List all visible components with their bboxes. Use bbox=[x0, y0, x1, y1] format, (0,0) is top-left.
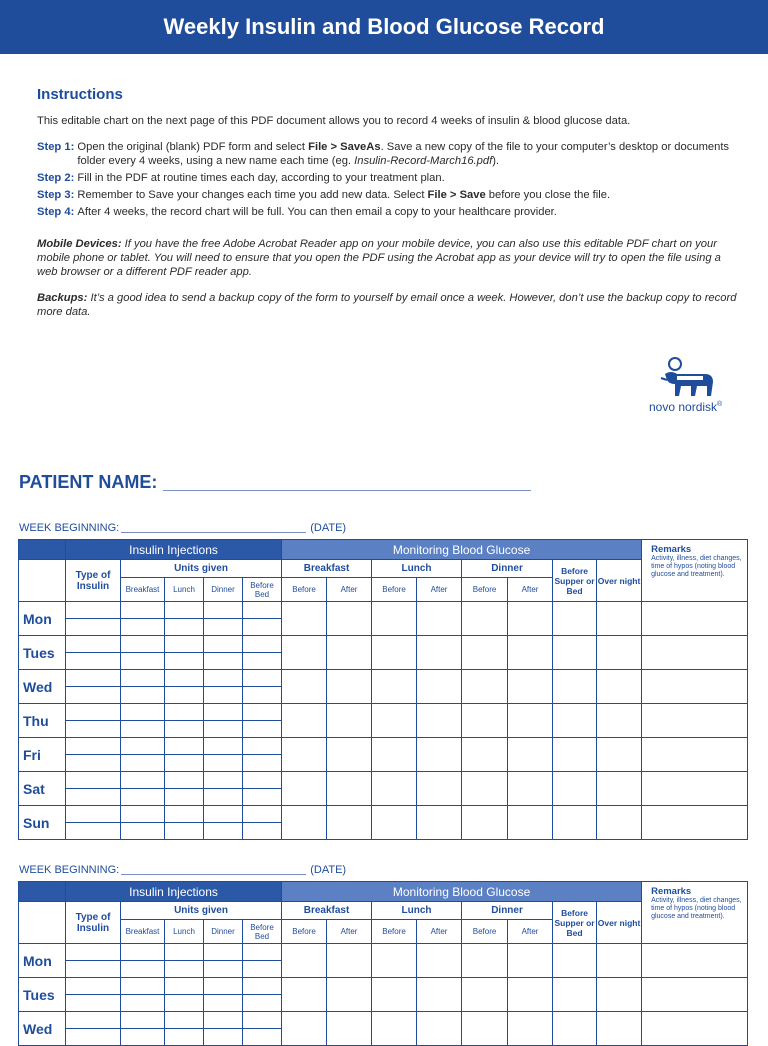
step-text: Fill in the PDF at routine times each day, according to your treatment plan. bbox=[77, 172, 445, 184]
glucose-entry-cell[interactable] bbox=[282, 704, 327, 738]
glucose-entry-cell[interactable] bbox=[282, 806, 327, 840]
glucose-entry-cell[interactable] bbox=[462, 944, 508, 978]
insulin-entry-cell[interactable] bbox=[66, 789, 121, 806]
glucose-entry-cell[interactable] bbox=[327, 806, 372, 840]
remarks-header: Remarks Activity, illness, diet changes, time of hypos (noting blood glucose and treatment). bbox=[642, 882, 748, 944]
insulin-entry-cell[interactable] bbox=[165, 823, 204, 840]
day-row bbox=[19, 978, 748, 995]
insulin-entry-cell[interactable] bbox=[66, 995, 121, 1012]
insulin-entry-cell[interactable] bbox=[243, 721, 282, 738]
glucose-entry-cell[interactable] bbox=[597, 978, 642, 1012]
glucose-entry-cell[interactable] bbox=[553, 772, 597, 806]
remarks-entry-cell[interactable] bbox=[642, 978, 748, 1012]
insulin-entry-cell[interactable] bbox=[121, 619, 165, 636]
insulin-entry-cell[interactable] bbox=[121, 789, 165, 806]
insulin-entry-cell[interactable] bbox=[243, 1029, 282, 1046]
insulin-entry-cell[interactable] bbox=[66, 1029, 121, 1046]
glucose-entry-cell[interactable] bbox=[553, 978, 597, 1012]
insulin-entry-cell[interactable] bbox=[121, 738, 165, 755]
dinner-header: Dinner bbox=[462, 902, 553, 920]
step-label: Step 2: bbox=[37, 172, 75, 184]
glucose-entry-cell[interactable] bbox=[508, 772, 553, 806]
insulin-entry-cell[interactable] bbox=[165, 1029, 204, 1046]
day-label: Wed bbox=[19, 1012, 66, 1046]
week-1-rows bbox=[19, 602, 748, 840]
glucose-entry-cell[interactable] bbox=[327, 944, 372, 978]
glucose-entry-cell[interactable] bbox=[327, 1012, 372, 1046]
glucose-entry-cell[interactable] bbox=[462, 670, 508, 704]
glucose-entry-cell[interactable] bbox=[597, 772, 642, 806]
insulin-entry-cell[interactable] bbox=[66, 978, 121, 995]
monitoring-header: Monitoring Blood Glucose bbox=[282, 882, 642, 902]
glucose-entry-cell[interactable] bbox=[372, 738, 417, 772]
day-row bbox=[19, 670, 748, 687]
insulin-entry-cell[interactable] bbox=[204, 738, 243, 755]
units-given-header: Units given bbox=[121, 902, 282, 920]
remarks-entry-cell[interactable] bbox=[642, 738, 748, 772]
insulin-entry-cell[interactable] bbox=[66, 704, 121, 721]
insulin-entry-cell[interactable] bbox=[165, 806, 204, 823]
insulin-entry-cell[interactable] bbox=[165, 789, 204, 806]
insulin-entry-cell[interactable] bbox=[243, 1012, 282, 1029]
day-label: Fri bbox=[19, 738, 66, 772]
remarks-entry-cell[interactable] bbox=[642, 944, 748, 978]
insulin-entry-cell[interactable] bbox=[204, 653, 243, 670]
glucose-entry-cell[interactable] bbox=[597, 602, 642, 636]
glucose-entry-cell[interactable] bbox=[327, 978, 372, 1012]
remarks-entry-cell[interactable] bbox=[642, 806, 748, 840]
insulin-entry-cell[interactable] bbox=[165, 738, 204, 755]
insulin-entry-cell[interactable] bbox=[121, 755, 165, 772]
glucose-entry-cell[interactable] bbox=[553, 602, 597, 636]
mobile-devices-note: Mobile Devices: If you have the free Adobe Acrobat Reader app on your mobile device, you can also use this editable PDF chart on your mobile phone or tablet. You will need to ensure that you open the PDF using the Acrobat app as your device will try to open the file using a web browser or a different PDF reader app. bbox=[37, 238, 721, 278]
glucose-entry-cell[interactable] bbox=[597, 738, 642, 772]
day-label: Mon bbox=[19, 944, 66, 978]
insulin-entry-cell[interactable] bbox=[121, 670, 165, 687]
glucose-entry-cell[interactable] bbox=[327, 704, 372, 738]
insulin-entry-cell[interactable] bbox=[121, 1012, 165, 1029]
glucose-entry-cell[interactable] bbox=[553, 1012, 597, 1046]
insulin-entry-cell[interactable] bbox=[204, 944, 243, 961]
patient-name-field[interactable] bbox=[163, 490, 531, 491]
insulin-entry-cell[interactable] bbox=[243, 687, 282, 704]
insulin-entry-cell[interactable] bbox=[66, 687, 121, 704]
insulin-entry-cell[interactable] bbox=[165, 961, 204, 978]
glucose-entry-cell[interactable] bbox=[553, 636, 597, 670]
glucose-entry-cell[interactable] bbox=[372, 704, 417, 738]
glucose-entry-cell[interactable] bbox=[372, 636, 417, 670]
week-date-field[interactable] bbox=[121, 874, 306, 875]
backups-note: Backups: It’s a good idea to send a backup copy of the form to yourself by email once a week. However, don’t use the backup copy to record more data. bbox=[37, 292, 737, 318]
glucose-entry-cell[interactable] bbox=[462, 602, 508, 636]
remarks-entry-cell[interactable] bbox=[642, 772, 748, 806]
remarks-entry-cell[interactable] bbox=[642, 704, 748, 738]
insulin-entry-cell[interactable] bbox=[243, 619, 282, 636]
insulin-entry-cell[interactable] bbox=[243, 995, 282, 1012]
insulin-entry-cell[interactable] bbox=[121, 806, 165, 823]
insulin-entry-cell[interactable] bbox=[243, 636, 282, 653]
glucose-entry-cell[interactable] bbox=[462, 978, 508, 1012]
day-row bbox=[19, 806, 748, 823]
dinner-header: Dinner bbox=[462, 560, 553, 578]
insulin-entry-cell[interactable] bbox=[243, 738, 282, 755]
insulin-entry-cell[interactable] bbox=[165, 636, 204, 653]
glucose-entry-cell[interactable] bbox=[282, 738, 327, 772]
step-3 bbox=[37, 188, 737, 202]
insulin-entry-cell[interactable] bbox=[121, 961, 165, 978]
glucose-entry-cell[interactable] bbox=[462, 636, 508, 670]
instructions-section bbox=[37, 88, 737, 319]
glucose-entry-cell[interactable] bbox=[327, 772, 372, 806]
day-label: Tues bbox=[19, 978, 66, 1012]
units-given-header: Units given bbox=[121, 560, 282, 578]
day-label: Thu bbox=[19, 704, 66, 738]
insulin-entry-cell[interactable] bbox=[121, 602, 165, 619]
glucose-entry-cell[interactable] bbox=[462, 806, 508, 840]
glucose-entry-cell[interactable] bbox=[597, 944, 642, 978]
insulin-entry-cell[interactable] bbox=[121, 978, 165, 995]
glucose-entry-cell[interactable] bbox=[327, 670, 372, 704]
insulin-entry-cell[interactable] bbox=[66, 755, 121, 772]
insulin-entry-cell[interactable] bbox=[204, 806, 243, 823]
insulin-entry-cell[interactable] bbox=[121, 653, 165, 670]
remarks-entry-cell[interactable] bbox=[642, 670, 748, 704]
insulin-entry-cell[interactable] bbox=[243, 806, 282, 823]
insulin-entry-cell[interactable] bbox=[243, 704, 282, 721]
insulin-entry-cell[interactable] bbox=[66, 806, 121, 823]
week-date-field[interactable] bbox=[121, 532, 306, 533]
insulin-entry-cell[interactable] bbox=[165, 602, 204, 619]
insulin-entry-cell[interactable] bbox=[243, 653, 282, 670]
day-label: Sat bbox=[19, 772, 66, 806]
novo-nordisk-logo bbox=[647, 356, 733, 416]
insulin-entry-cell[interactable] bbox=[204, 1012, 243, 1029]
glucose-entry-cell[interactable] bbox=[327, 636, 372, 670]
insulin-entry-cell[interactable] bbox=[204, 789, 243, 806]
insulin-entry-cell[interactable] bbox=[243, 823, 282, 840]
week-beginning-1: WEEK BEGINNING: (DATE) bbox=[19, 522, 347, 534]
insulin-entry-cell[interactable] bbox=[204, 823, 243, 840]
insulin-entry-cell[interactable] bbox=[66, 721, 121, 738]
insulin-injections-header: Insulin Injections bbox=[66, 540, 282, 560]
glucose-entry-cell[interactable] bbox=[553, 944, 597, 978]
insulin-entry-cell[interactable] bbox=[243, 670, 282, 687]
insulin-entry-cell[interactable] bbox=[204, 1029, 243, 1046]
glucose-entry-cell[interactable] bbox=[417, 1012, 462, 1046]
insulin-entry-cell[interactable] bbox=[243, 602, 282, 619]
glucose-entry-cell[interactable] bbox=[372, 806, 417, 840]
day-row bbox=[19, 704, 748, 721]
insulin-entry-cell[interactable] bbox=[204, 636, 243, 653]
glucose-entry-cell[interactable] bbox=[508, 670, 553, 704]
monitoring-header: Monitoring Blood Glucose bbox=[282, 540, 642, 560]
week-2-rows bbox=[19, 944, 748, 1046]
glucose-entry-cell[interactable] bbox=[597, 670, 642, 704]
insulin-entry-cell[interactable] bbox=[204, 602, 243, 619]
insulin-entry-cell[interactable] bbox=[243, 789, 282, 806]
brand-name: novo nordisk® bbox=[649, 400, 723, 414]
insulin-entry-cell[interactable] bbox=[204, 755, 243, 772]
insulin-entry-cell[interactable] bbox=[204, 978, 243, 995]
insulin-entry-cell[interactable] bbox=[165, 755, 204, 772]
glucose-entry-cell[interactable] bbox=[282, 670, 327, 704]
step-4 bbox=[37, 205, 737, 219]
apis-bull-icon bbox=[647, 356, 733, 402]
before-supper-header: Before Supper or Bed bbox=[553, 902, 597, 944]
insulin-entry-cell[interactable] bbox=[66, 1012, 121, 1029]
patient-name-label: PATIENT NAME: bbox=[19, 472, 158, 492]
glucose-entry-cell[interactable] bbox=[508, 636, 553, 670]
insulin-entry-cell[interactable] bbox=[66, 823, 121, 840]
insulin-entry-cell[interactable] bbox=[66, 653, 121, 670]
day-row bbox=[19, 636, 748, 653]
before-supper-header: Before Supper or Bed bbox=[553, 560, 597, 602]
glucose-entry-cell[interactable] bbox=[282, 602, 327, 636]
insulin-entry-cell[interactable] bbox=[121, 772, 165, 789]
day-label: Tues bbox=[19, 636, 66, 670]
insulin-entry-cell[interactable] bbox=[243, 944, 282, 961]
over-night-header: Over night bbox=[597, 560, 642, 602]
insulin-entry-cell[interactable] bbox=[121, 823, 165, 840]
instructions-intro: This editable chart on the next page of this PDF document allows you to record 4 weeks of insulin & blood glucose data. bbox=[37, 115, 631, 127]
glucose-entry-cell[interactable] bbox=[417, 772, 462, 806]
insulin-entry-cell[interactable] bbox=[243, 772, 282, 789]
insulin-injections-header: Insulin Injections bbox=[66, 882, 282, 902]
insulin-entry-cell[interactable] bbox=[66, 636, 121, 653]
glucose-entry-cell[interactable] bbox=[327, 602, 372, 636]
glucose-entry-cell[interactable] bbox=[417, 704, 462, 738]
day-row bbox=[19, 772, 748, 789]
glucose-entry-cell[interactable] bbox=[372, 1012, 417, 1046]
insulin-entry-cell[interactable] bbox=[204, 704, 243, 721]
day-row bbox=[19, 602, 748, 619]
glucose-entry-cell[interactable] bbox=[553, 806, 597, 840]
day-row bbox=[19, 944, 748, 961]
step-1 bbox=[37, 140, 737, 168]
glucose-entry-cell[interactable] bbox=[597, 636, 642, 670]
step-label: Step 4: bbox=[37, 206, 75, 218]
day-row bbox=[19, 738, 748, 755]
glucose-entry-cell[interactable] bbox=[597, 806, 642, 840]
glucose-entry-cell[interactable] bbox=[282, 944, 327, 978]
type-of-insulin-header: Type of Insulin bbox=[66, 560, 121, 602]
insulin-entry-cell[interactable] bbox=[121, 944, 165, 961]
insulin-entry-cell[interactable] bbox=[121, 721, 165, 738]
insulin-entry-cell[interactable] bbox=[204, 687, 243, 704]
record-table-week-2: Insulin Injections Monitoring Blood Glucose Remarks Activity, illness, diet changes, time of hypos (noting blood glucose and treatment). Type of Insulin Units given Breakfast Lunch Dinner Before Supper or Bed Over night Breakfast Lunch Dinner Before Bed Before After Before After Before After Mon Tues Wed bbox=[18, 881, 748, 1046]
glucose-entry-cell[interactable] bbox=[597, 1012, 642, 1046]
step-2 bbox=[37, 171, 737, 185]
glucose-entry-cell[interactable] bbox=[462, 1012, 508, 1046]
glucose-entry-cell[interactable] bbox=[282, 636, 327, 670]
insulin-entry-cell[interactable] bbox=[66, 772, 121, 789]
step-label: Step 1: bbox=[37, 141, 75, 153]
remarks-entry-cell[interactable] bbox=[642, 602, 748, 636]
glucose-entry-cell[interactable] bbox=[417, 738, 462, 772]
insulin-entry-cell[interactable] bbox=[66, 602, 121, 619]
glucose-entry-cell[interactable] bbox=[553, 670, 597, 704]
insulin-entry-cell[interactable] bbox=[66, 738, 121, 755]
glucose-entry-cell[interactable] bbox=[417, 636, 462, 670]
glucose-entry-cell[interactable] bbox=[553, 704, 597, 738]
glucose-entry-cell[interactable] bbox=[462, 738, 508, 772]
glucose-entry-cell[interactable] bbox=[282, 1012, 327, 1046]
insulin-entry-cell[interactable] bbox=[243, 978, 282, 995]
glucose-entry-cell[interactable] bbox=[553, 738, 597, 772]
day-label: Mon bbox=[19, 602, 66, 636]
day-label: Wed bbox=[19, 670, 66, 704]
glucose-entry-cell[interactable] bbox=[508, 704, 553, 738]
step-text: Remember to Save your changes each time you add new data. Select File > Save before you close the file. bbox=[77, 189, 611, 201]
insulin-entry-cell[interactable] bbox=[204, 619, 243, 636]
remarks-entry-cell[interactable] bbox=[642, 1012, 748, 1046]
insulin-entry-cell[interactable] bbox=[165, 687, 204, 704]
insulin-entry-cell[interactable] bbox=[165, 653, 204, 670]
insulin-entry-cell[interactable] bbox=[165, 772, 204, 789]
day-row bbox=[19, 1012, 748, 1029]
glucose-entry-cell[interactable] bbox=[417, 978, 462, 1012]
insulin-entry-cell[interactable] bbox=[204, 670, 243, 687]
remarks-header: Remarks Activity, illness, diet changes, time of hypos (noting blood glucose and treatment). bbox=[642, 540, 748, 602]
insulin-entry-cell[interactable] bbox=[121, 995, 165, 1012]
insulin-entry-cell[interactable] bbox=[243, 961, 282, 978]
insulin-entry-cell[interactable] bbox=[204, 772, 243, 789]
glucose-entry-cell[interactable] bbox=[417, 670, 462, 704]
glucose-entry-cell[interactable] bbox=[417, 944, 462, 978]
insulin-entry-cell[interactable] bbox=[165, 619, 204, 636]
insulin-entry-cell[interactable] bbox=[204, 995, 243, 1012]
insulin-entry-cell[interactable] bbox=[165, 704, 204, 721]
insulin-entry-cell[interactable] bbox=[204, 961, 243, 978]
glucose-entry-cell[interactable] bbox=[417, 602, 462, 636]
insulin-entry-cell[interactable] bbox=[121, 1029, 165, 1046]
insulin-entry-cell[interactable] bbox=[165, 1012, 204, 1029]
insulin-entry-cell[interactable] bbox=[165, 721, 204, 738]
type-of-insulin-header: Type of Insulin bbox=[66, 902, 121, 944]
remarks-entry-cell[interactable] bbox=[642, 636, 748, 670]
glucose-entry-cell[interactable] bbox=[508, 944, 553, 978]
insulin-entry-cell[interactable] bbox=[165, 944, 204, 961]
glucose-entry-cell[interactable] bbox=[327, 738, 372, 772]
glucose-entry-cell[interactable] bbox=[372, 670, 417, 704]
insulin-entry-cell[interactable] bbox=[66, 670, 121, 687]
glucose-entry-cell[interactable] bbox=[282, 978, 327, 1012]
page-title: Weekly Insulin and Blood Glucose Record bbox=[0, 0, 768, 54]
insulin-entry-cell[interactable] bbox=[66, 961, 121, 978]
step-text: After 4 weeks, the record chart will be full. You can then email a copy to your healthcare provider. bbox=[77, 206, 557, 218]
instructions-heading: Instructions bbox=[37, 86, 123, 103]
insulin-entry-cell[interactable] bbox=[165, 978, 204, 995]
glucose-entry-cell[interactable] bbox=[508, 978, 553, 1012]
day-label: Sun bbox=[19, 806, 66, 840]
record-table-week-1: Insulin Injections Monitoring Blood Glucose Remarks Activity, illness, diet changes, time of hypos (noting blood glucose and treatment). Type of Insulin Units given Breakfast Lunch Dinner Before Supper or Bed Over night Breakfast Lunch Dinner Before Bed Before After Before After Before After Mon Tues Wed Thu Fri Sat Sun bbox=[18, 539, 748, 840]
breakfast-header: Breakfast bbox=[282, 560, 372, 578]
step-label: Step 3: bbox=[37, 189, 75, 201]
glucose-entry-cell[interactable] bbox=[372, 772, 417, 806]
glucose-entry-cell[interactable] bbox=[372, 978, 417, 1012]
insulin-entry-cell[interactable] bbox=[121, 687, 165, 704]
insulin-entry-cell[interactable] bbox=[165, 995, 204, 1012]
insulin-entry-cell[interactable] bbox=[243, 755, 282, 772]
glucose-entry-cell[interactable] bbox=[282, 772, 327, 806]
insulin-entry-cell[interactable] bbox=[121, 704, 165, 721]
glucose-entry-cell[interactable] bbox=[462, 772, 508, 806]
glucose-entry-cell[interactable] bbox=[462, 704, 508, 738]
glucose-entry-cell[interactable] bbox=[372, 944, 417, 978]
glucose-entry-cell[interactable] bbox=[597, 704, 642, 738]
glucose-entry-cell[interactable] bbox=[508, 1012, 553, 1046]
breakfast-header: Breakfast bbox=[282, 902, 372, 920]
lunch-header: Lunch bbox=[372, 560, 462, 578]
week-beginning-2: WEEK BEGINNING: (DATE) bbox=[19, 864, 347, 876]
insulin-entry-cell[interactable] bbox=[66, 619, 121, 636]
step-text: Open the original (blank) PDF form and select File > SaveAs. Save a new copy of the file to your computer’s desktop or documents folder every 4 weeks, using a new name each time (eg. Insulin-Record-March16.pdf). bbox=[77, 141, 730, 167]
lunch-header: Lunch bbox=[372, 902, 462, 920]
glucose-entry-cell[interactable] bbox=[508, 738, 553, 772]
glucose-entry-cell[interactable] bbox=[508, 602, 553, 636]
over-night-header: Over night bbox=[597, 902, 642, 944]
insulin-entry-cell[interactable] bbox=[204, 721, 243, 738]
glucose-entry-cell[interactable] bbox=[417, 806, 462, 840]
insulin-entry-cell[interactable] bbox=[165, 670, 204, 687]
insulin-entry-cell[interactable] bbox=[66, 944, 121, 961]
glucose-entry-cell[interactable] bbox=[508, 806, 553, 840]
glucose-entry-cell[interactable] bbox=[372, 602, 417, 636]
insulin-entry-cell[interactable] bbox=[121, 636, 165, 653]
